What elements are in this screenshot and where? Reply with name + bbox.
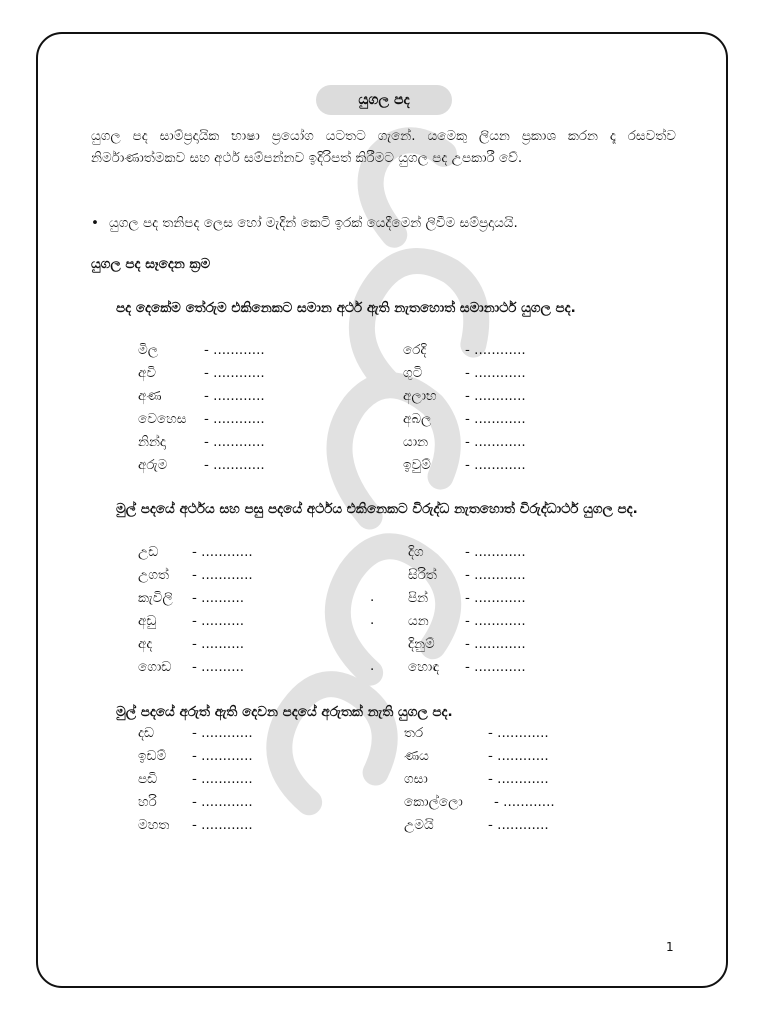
- list-item: [408, 564, 526, 586]
- answer-blank: - ............: [465, 613, 526, 629]
- answer-blank: - ............: [465, 659, 526, 675]
- word: උඩ: [138, 544, 159, 560]
- list-item: [138, 564, 253, 586]
- answer-blank: - ............: [465, 457, 526, 473]
- list-item: [408, 587, 526, 609]
- word: අඩු: [138, 613, 157, 629]
- section-title: මුල් පදයේ අර්ථය සහ පසු පදයේ අර්ථය එකිනෙකට විරුද්ධ නැතහොත් විරුද්ධාර්ථ යුගල පද.: [116, 501, 638, 517]
- answer-blank: - ..........: [192, 659, 245, 675]
- word: අද: [138, 636, 153, 652]
- word: අබල: [403, 411, 432, 427]
- bullet-item: [91, 212, 676, 234]
- answer-blank: - ............: [192, 794, 253, 810]
- word: උගත්: [138, 567, 169, 583]
- stray-dot: .: [370, 589, 375, 605]
- list-item: [138, 431, 265, 453]
- word: පින්: [408, 590, 429, 606]
- list-item: [138, 587, 245, 609]
- answer-blank: - ............: [488, 771, 549, 787]
- intro-paragraph: යුගල පද සාම්ප්‍රදායික භාෂා ප්‍රයෝග යටතට ගැනේ. යමෙකු ලියන ප්‍රකාශ කරන දෑ රසවත්ව නිර්මාණාත්මකව සහ අර්ථ සම්පන්නව ඉදිරිපත් කිරීමට යුගල පද උපකාරී වේ.: [91, 128, 676, 166]
- list-item: [403, 431, 526, 453]
- answer-blank: - ............: [192, 748, 253, 764]
- word: රෙදි: [403, 342, 427, 358]
- answer-blank: - ............: [192, 771, 253, 787]
- bullet-text: යුගල පද තනිපද ලෙස හෝ මැදින් කෙටි ඉරක් යෙදීමෙන් ලිවීම සම්ප්‍රදායයි.: [109, 215, 518, 231]
- answer-blank: - ..........: [192, 636, 245, 652]
- list-item: [404, 768, 549, 790]
- list-item: [138, 408, 265, 430]
- word: අලාභ: [403, 388, 437, 404]
- list-item: [403, 408, 526, 430]
- answer-blank: - ............: [488, 817, 549, 833]
- answer-blank: - ..........: [192, 613, 245, 629]
- answer-blank: - ............: [204, 388, 265, 404]
- list-item: [404, 814, 549, 836]
- answer-blank: - ............: [465, 388, 526, 404]
- list-item: [408, 656, 526, 678]
- list-item: [138, 745, 253, 767]
- list-item: [403, 339, 526, 361]
- list-item: [408, 610, 526, 632]
- list-item: [404, 722, 549, 744]
- word: දිග: [408, 544, 424, 560]
- list-item: [138, 791, 253, 813]
- answer-blank: - ............: [192, 567, 253, 583]
- list-item: [138, 362, 265, 384]
- word: මිල: [138, 342, 159, 358]
- answer-blank: - ............: [204, 434, 265, 450]
- list-item: [403, 454, 526, 476]
- list-item: [138, 656, 245, 678]
- stray-dot: .: [370, 658, 375, 674]
- word: යාන: [403, 434, 429, 450]
- answer-blank: - ............: [204, 457, 265, 473]
- bullet-icon: •: [91, 215, 99, 231]
- list-item: [138, 454, 265, 476]
- answer-blank: - ............: [465, 342, 526, 358]
- answer-blank: - ............: [204, 411, 265, 427]
- word: ඉවුම්: [403, 457, 431, 473]
- word: ණය: [404, 748, 429, 764]
- word: නින්දා: [138, 434, 166, 450]
- methods-heading: යුගල පද සෑදෙන ක්‍රම: [91, 256, 211, 272]
- word: පඩි: [138, 771, 158, 787]
- answer-blank: - ............: [192, 544, 253, 560]
- word: හොඳ: [408, 659, 440, 675]
- word: අරුම: [138, 457, 168, 473]
- answer-blank: - ............: [192, 817, 253, 833]
- list-item: [408, 633, 526, 655]
- word: මහත: [138, 817, 170, 833]
- word: යන: [408, 613, 429, 629]
- section-title: මුල් පදයේ අරුත් ඇති දෙවන පදයේ අරුතක් නැති යුගල පද.: [116, 704, 453, 720]
- word: දඩ: [138, 725, 154, 741]
- word: ගුටි: [403, 365, 423, 381]
- word: සිරිත්: [408, 567, 437, 583]
- word: කොල්ලො: [404, 794, 463, 810]
- list-item: [138, 541, 253, 563]
- list-item: [404, 745, 549, 767]
- answer-blank: - ............: [465, 544, 526, 560]
- list-item: [138, 814, 253, 836]
- word: ගසා: [404, 771, 428, 787]
- list-item: [138, 633, 245, 655]
- answer-blank: - ............: [465, 636, 526, 652]
- list-item: [404, 791, 555, 813]
- answer-blank: - ............: [494, 794, 555, 810]
- list-item: [408, 541, 526, 563]
- list-item: [138, 768, 253, 790]
- answer-blank: - ............: [465, 590, 526, 606]
- answer-blank: - ............: [465, 567, 526, 583]
- list-item: [138, 610, 245, 632]
- answer-blank: - ............: [488, 725, 549, 741]
- answer-blank: - ............: [488, 748, 549, 764]
- answer-blank: - ............: [465, 411, 526, 427]
- word: වෙහෙස: [138, 411, 187, 427]
- answer-blank: - ............: [192, 725, 253, 741]
- word: කැවිලි: [138, 590, 173, 606]
- word: අවි: [138, 365, 157, 381]
- stray-dot: .: [370, 612, 375, 628]
- list-item: [138, 722, 253, 744]
- answer-blank: - ............: [204, 365, 265, 381]
- word: අණ: [138, 388, 162, 404]
- section-title: පද දෙකේම තේරුම එකිනෙකට සමාන අර්ථ ඇති නැතහොත් සමානාර්ථ යුගල පද.: [116, 300, 576, 316]
- answer-blank: - ............: [204, 342, 265, 358]
- list-item: [138, 339, 265, 361]
- list-item: [403, 362, 526, 384]
- list-item: [138, 385, 265, 407]
- answer-blank: - ............: [465, 434, 526, 450]
- word: දිනුම්: [408, 636, 435, 652]
- word: ඉඩම්: [138, 748, 167, 764]
- list-item: [403, 385, 526, 407]
- word: ගොඩ: [138, 659, 172, 675]
- page-number: 1: [666, 940, 674, 954]
- answer-blank: - ............: [465, 365, 526, 381]
- word: උමයි: [404, 817, 434, 833]
- answer-blank: - ..........: [192, 590, 245, 606]
- word: තර: [404, 725, 424, 741]
- word: හරි: [138, 794, 157, 810]
- page-title: යුගල පද: [316, 85, 452, 115]
